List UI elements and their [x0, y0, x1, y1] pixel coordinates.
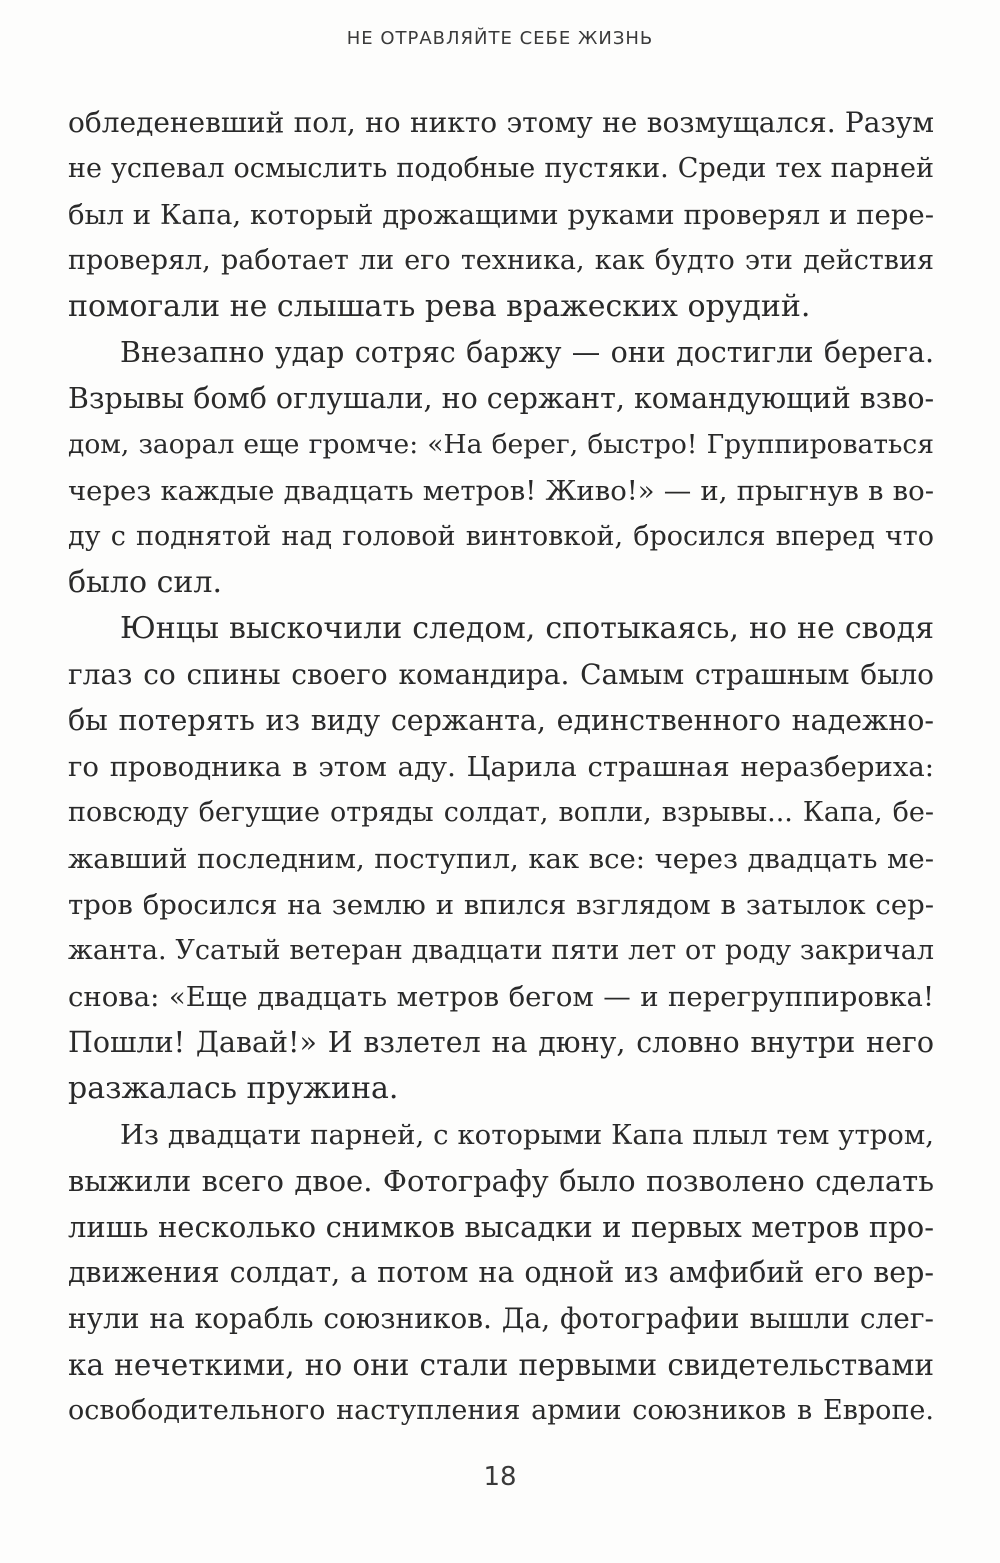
text-line: глаз со спины своего командира. Самым страшным было [68, 658, 934, 691]
text-line: повсюду бегущие отряды солдат, вопли, взрывы... Капа, бе- [68, 797, 934, 828]
text-line: проверял, работает ли его техника, как будто эти действия [68, 245, 934, 276]
text-line: ка нечеткими, но они стали первыми свидетельствами [68, 1348, 934, 1382]
paragraph [68, 330, 934, 606]
text-line: Пошли! Давай!» И взлетел на дюну, словно внутри него [68, 1026, 934, 1059]
running-head: НЕ ОТРАВЛЯЙТЕ СЕБЕ ЖИЗНЬ [346, 28, 654, 49]
text-line: движения солдат, а потом на одной из амфибий его вер- [68, 1256, 934, 1289]
text-line: жанта. Усатый ветеран двадцати пяти лет от роду закричал [68, 935, 934, 966]
text-line: ду с поднятой над головой винтовкой, бросился вперед что [68, 521, 934, 552]
text-line: помогали не слышать рева вражеских орудий. [68, 289, 811, 324]
text-line: Из двадцати парней, с которыми Капа плыл тем утром, [120, 1119, 934, 1151]
text-line: тров бросился на землю и впился взглядом в затылок сер- [68, 889, 934, 921]
page-number: 18 [483, 1462, 517, 1492]
text-line: обледеневший пол, но никто этому не возмущался. Разум [68, 106, 934, 139]
paragraph [68, 1112, 934, 1434]
text-line: Юнцы выскочили следом, спотыкаясь, но не сводя [120, 611, 934, 646]
text-line: было сил. [68, 565, 222, 600]
paragraph [68, 606, 934, 1112]
text-line: не успевал осмыслить подобные пустяки. Среди тех парней [68, 153, 934, 184]
text-line: нули на корабль союзников. Да, фотографии вышли слег- [68, 1302, 934, 1335]
text-line: лишь несколько снимков высадки и первых метров про- [68, 1210, 934, 1244]
text-line: дом, заорал еще громче: «На берег, быстро! Группироваться [68, 429, 934, 460]
paragraph [68, 100, 934, 330]
text-line: через каждые двадцать метров! Живо!» — и, прыгнув в во- [68, 475, 934, 507]
body-text [68, 100, 934, 1434]
text-line: освободительного наступления армии союзников в Европе. [68, 1395, 934, 1426]
text-line: снова: «Еще двадцать метров бегом — и перегруппировка! [68, 981, 934, 1013]
text-line: го проводника в этом аду. Царила страшная неразбериха: [68, 751, 934, 783]
text-line: разжалась пружина. [68, 1071, 399, 1106]
text-line: Внезапно удар сотряс баржу — они достигли берега. [120, 336, 934, 369]
text-line: был и Капа, который дрожащими руками проверял и пере- [68, 199, 934, 231]
text-line: выжили всего двое. Фотографу было позволено сделать [68, 1164, 934, 1198]
text-line: Взрывы бомб оглушали, но сержант, командующий взво- [68, 382, 934, 415]
text-line: жавший последним, поступил, как все: через двадцать ме- [68, 843, 934, 875]
text-line: бы потерять из виду сержанта, единственного надежно- [68, 704, 934, 737]
